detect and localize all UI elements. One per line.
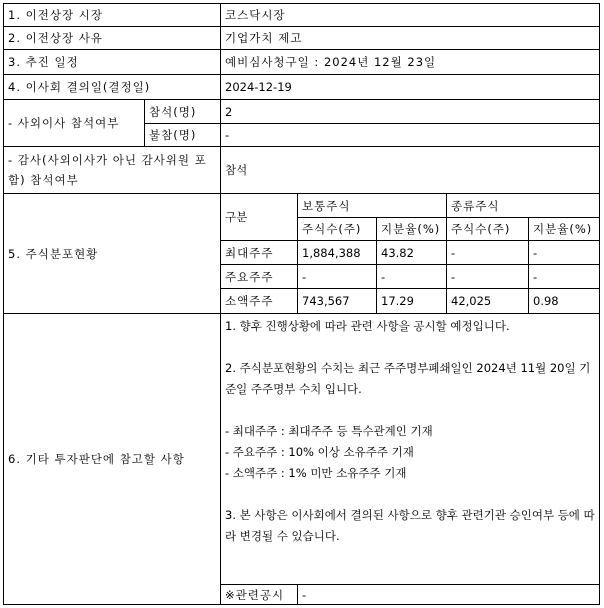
dist-row-pref-ratio: - [528,240,600,265]
notes-cell [220,313,600,585]
dist-row-common-ratio: 17.29 [376,288,447,314]
reason-label: 2. 이전상장 사유 [3,26,221,50]
related-label: ※관련공시 [220,584,298,605]
market-value: 코스닥시장 [220,3,600,27]
related-value: - [297,584,600,605]
dist-row-pref-ratio: 0.98 [528,288,600,314]
distribution-label: 5. 주식분포현황 [3,193,221,314]
header-pref-ratio: 지분율(%) [528,217,600,241]
other-label: 6. 기타 투자판단에 참고할 사항 [3,313,221,605]
dist-row-pref-shares: 42,025 [446,288,529,314]
schedule-value: 예비심사청구일 : 2024년 12월 23일 [220,49,600,75]
dist-row-name: 소액주주 [220,288,298,314]
note-3: 3. 본 사항은 이사회에서 결의된 사항으로 향후 관련기관 승인여부 등에 따라 변경될 수 있습니다. [225,508,595,543]
dist-row-common-shares: 1,884,388 [297,240,377,265]
present-value: 2 [220,99,600,124]
note-bullet-3: - 소액주주 : 1% 미만 소유주주 기재 [225,466,407,480]
header-preferred: 종류주식 [446,193,600,218]
outside-directors-label: - 사외이사 참석여부 [3,99,145,147]
header-common-shares: 주식수(주) [297,217,377,241]
dist-row-name: 최대주주 [220,240,298,265]
note-2: 2. 주식분포현황의 수치는 최근 주주명부폐쇄일인 2024년 11월 20일 기준일 주주명부 수치 입니다. [225,361,591,396]
auditor-value: 참석 [220,146,600,194]
dist-row-pref-ratio: - [528,264,600,289]
dist-row-common-shares: 743,567 [297,288,377,314]
note-bullet-2: - 주요주주 : 10% 이상 소유주주 기재 [225,445,414,459]
dist-row-common-shares: - [297,264,377,289]
dist-row-name: 주요주주 [220,264,298,289]
board-date-label: 4. 이사회 결의일(결정일) [3,74,221,100]
schedule-label: 3. 추진 일정 [3,49,221,75]
dist-row-pref-shares: - [446,264,529,289]
absent-label: 불참(명) [144,123,221,147]
header-gubun: 구분 [220,193,298,241]
board-date-value: 2024-12-19 [220,74,600,100]
reason-value: 기업가치 제고 [220,26,600,50]
dist-row-pref-shares: - [446,240,529,265]
dist-row-common-ratio: - [376,264,447,289]
header-common-ratio: 지분율(%) [376,217,447,241]
note-bullet-1: - 최대주주 : 최대주주 등 특수관계인 기재 [225,424,433,438]
absent-value: - [220,123,600,147]
market-label: 1. 이전상장 시장 [3,3,221,27]
note-1: 1. 향후 진행상황에 따라 관련 사항을 공시할 예정입니다. [225,319,510,333]
header-common: 보통주식 [297,193,447,218]
present-label: 참석(명) [144,99,221,124]
auditor-label: - 감사(사외이사가 아닌 감사위원 포함) 참석여부 [3,146,221,194]
header-pref-shares: 주식수(주) [446,217,529,241]
dist-row-common-ratio: 43.82 [376,240,447,265]
